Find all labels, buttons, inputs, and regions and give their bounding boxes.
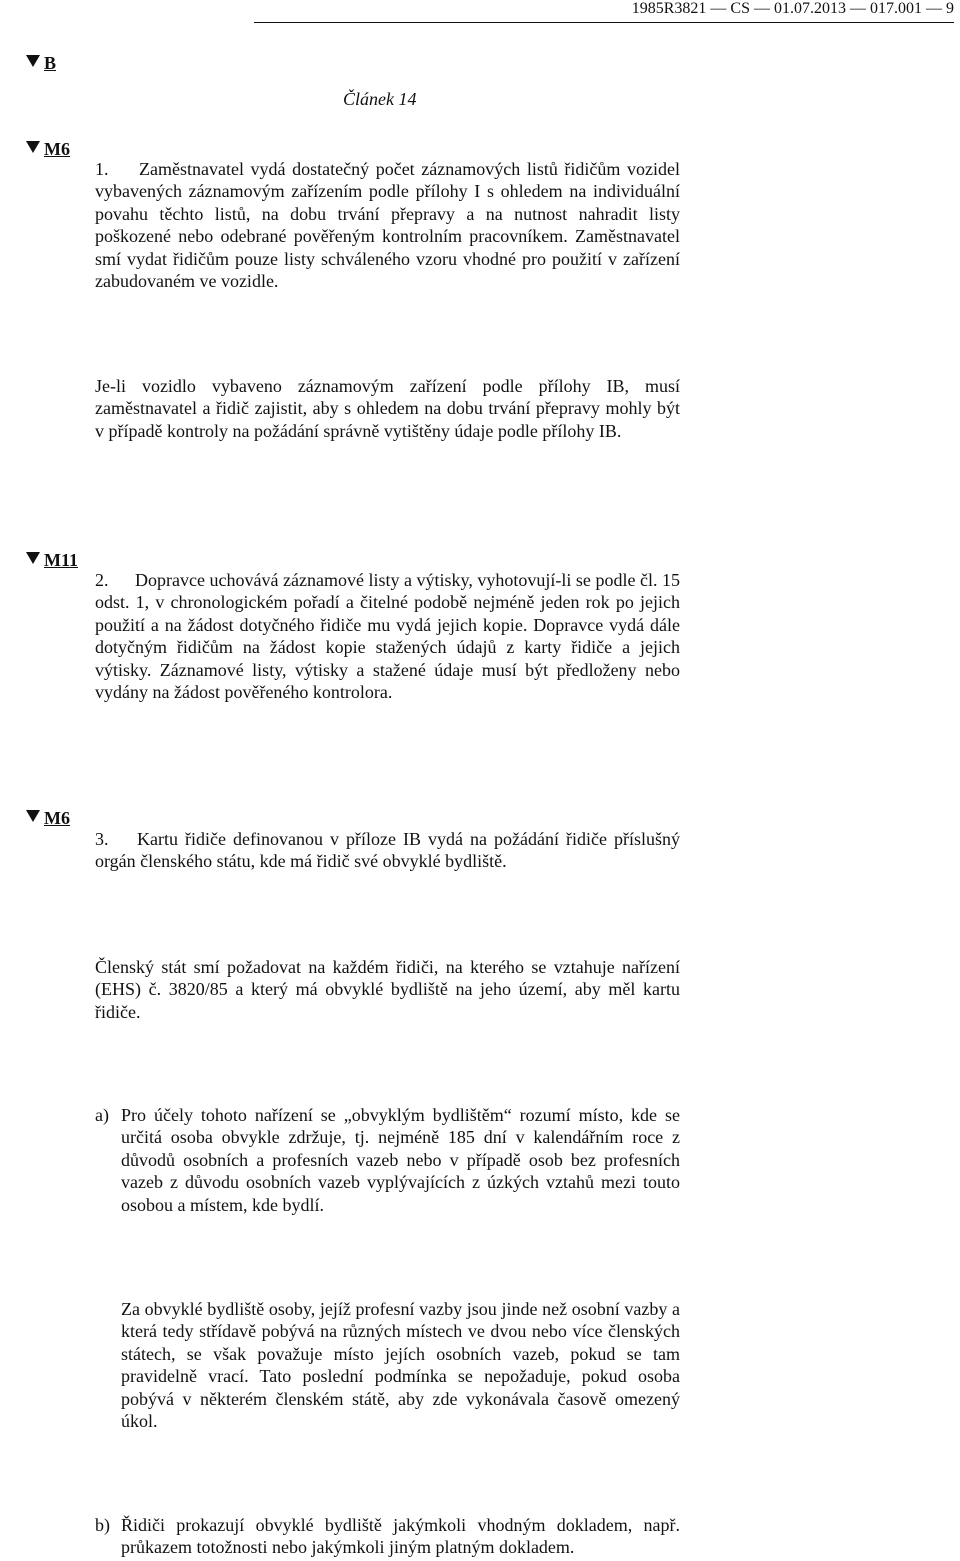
amendment-marker-b [26,52,56,74]
marker-code: B [44,53,57,73]
list-text: Řidiči prokazují obvyklé bydliště jakýmkoli vhodným dokladem, např. průkazem totožnosti nebo jakýmkoli jiným platným dokladem. [121,1515,680,1558]
marker-code: M6 [44,139,70,159]
list-label: a) [95,1105,109,1125]
paragraph-3 [95,828,680,873]
amendment-marker-m11 [26,549,78,571]
paragraph-text: Dopravce uchovává záznamové listy a výtisky, vyhotovují-li se podle čl. 15 odst. 1, v chronologickém pořadí a čitelné podobě nejméně jeden rok po jejich použití a na žádost dotyčného řidiče mu vydá jejich kopie. Dopravce vydá dále dotyčným řidičům na žádost kopie stažených údajů z karty řidiče a jejich výtisky. Záznamové listy, výtisky a stažené údaje musí být předloženy nebo vydány na žádost pověřeného kontrolora. [95,570,680,703]
list-text: Za obvyklé bydliště osoby, jejíž profesní vazby jsou jinde než osobní vazby a která tedy střídavě pobývá na různých místech ve dvou nebo více členských státech, se však považuje místo jejích osobních vazeb, pokud se tam pravidelně vrací. Tato poslední podmínka se nepožaduje, pokud osoba pobývá v některém členském státě, aby zde vykonávala časově omezený úkol. [121,1299,680,1432]
amendment-marker-m6 [26,138,70,160]
paragraph-1 [95,158,680,292]
list-item-b [95,1514,680,1559]
triangle-down-icon [26,141,40,153]
triangle-down-icon [26,552,40,564]
paragraph-number: 1. [95,159,109,179]
list-item-a-continuation [95,1298,680,1432]
list-label: b) [95,1515,110,1535]
paragraph-number: 3. [95,829,109,849]
amendment-marker-m6-2 [26,807,70,829]
list-text: Pro účely tohoto nařízení se „obvyklým bydlištěm“ rozumí místo, kde se určitá osoba obvykle zdržuje, tj. nejméně 185 dní v kalendářním roce z důvodů osobních a profesních vazeb nebo v případě osob bez profesních vazeb z důvodu osobních vazeb vyplývajících z úzkých vztahů mezi touto osobou a místem, kde bydlí. [121,1105,680,1215]
paragraph-3-subparagraph: Členský stát smí požadovat na každém řidiči, na kterého se vztahuje nařízení (EHS) č. 3820/85 a který má obvyklé bydliště na jeho území, aby měl kartu řidiče. [95,957,680,1022]
marker-code: M6 [44,808,70,828]
paragraph-text: Zaměstnavatel vydá dostatečný počet záznamových listů řidičům vozidel vybavených záznamovým zařízením podle přílohy I s ohledem na individuální povahu těchto listů, na dobu trvání přepravy a na nutnost nahradit listy poškozené nebo odebrané pověřeným kontrolním pracovníkem. Zaměstnavatel smí vydat řidičům pouze listy schváleného vzoru vhodné pro použití v zařízení zabudovaném ve vozidle. [95,159,680,292]
paragraph-1-subparagraph: Je-li vozidlo vybaveno záznamovým zařízení podle přílohy IB, musí zaměstnavatel a řidič zajistit, aby s ohledem na dobu trvání přepravy mohly být v případě kontroly na požádání správně vytištěny údaje podle přílohy IB. [95,376,680,441]
page-header [254,0,954,23]
article-title: Článek 14 [343,89,417,109]
page-header-text: 1985R3821 — CS — 01.07.2013 — 017.001 — 9 [631,0,954,17]
marker-code: M11 [44,550,78,570]
triangle-down-icon [26,55,40,67]
paragraph-2 [95,569,680,703]
paragraph-number: 2. [95,570,109,590]
triangle-down-icon [26,810,40,822]
paragraph-text: Kartu řidiče definovanou v příloze IB vydá na požádání řidiče příslušný orgán členského státu, kde má řidič své obvyklé bydliště. [95,829,680,872]
list-item-a [95,1104,680,1216]
